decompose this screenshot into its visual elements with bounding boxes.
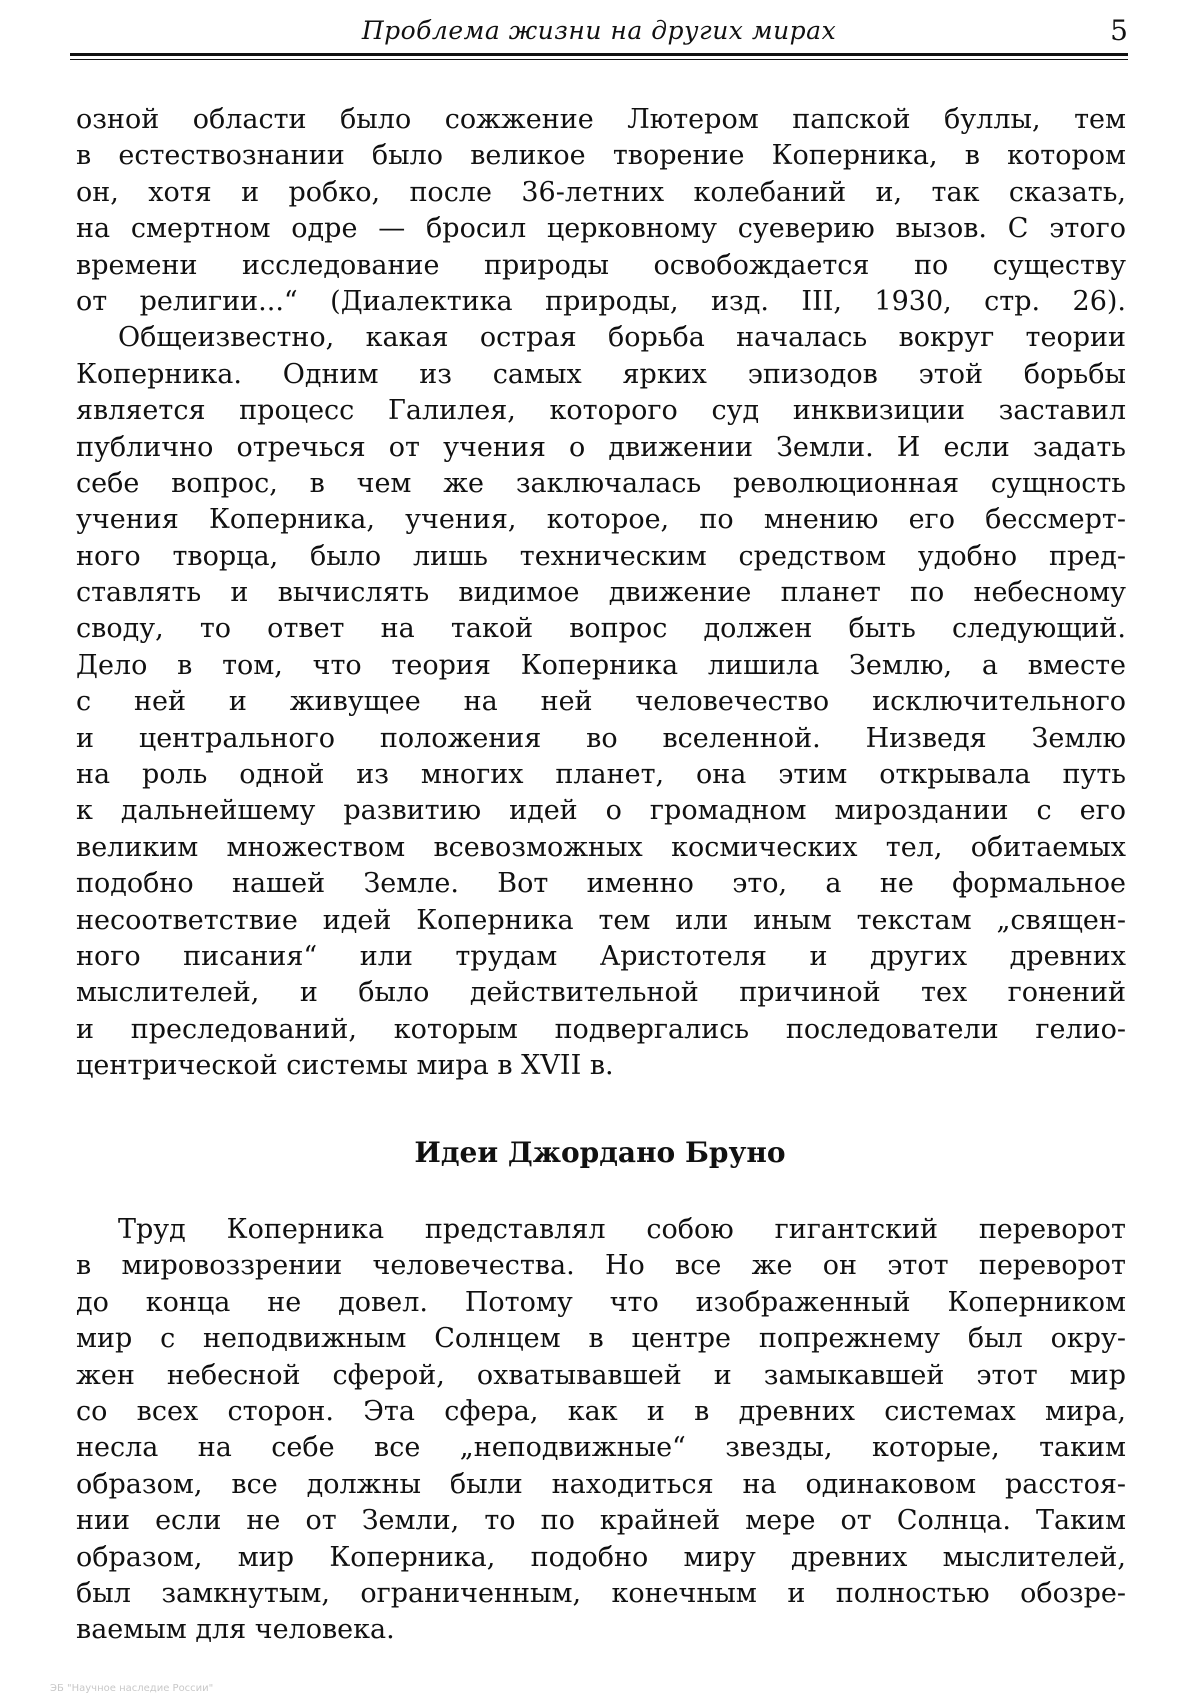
header-rule-thin [70, 59, 1128, 60]
text-line: он, хотя и робко, после 36-летних колебаний и, так сказать, [76, 176, 1126, 208]
text-line: ного писания“ или трудам Аристотеля и других древних [76, 940, 1126, 972]
text-line: и центрального положения во вселенной. Низведя Землю [76, 722, 1126, 754]
text-line: до конца не довел. Потому что изображенный Коперником [76, 1286, 1126, 1318]
text-line: от религии...“ (Диалектика природы, изд. III, 1930, стр. 26). [76, 285, 1126, 317]
text-line: подобно нашей Земле. Вот именно это, а не формальное [76, 868, 1126, 900]
running-title: Проблема жизни на других мирах [361, 16, 837, 45]
header-rule-thick [70, 53, 1128, 56]
text-line: центрической системы мира в XVII в. [76, 1050, 614, 1082]
text-line: озной области было сожжение Лютером папской буллы, тем [76, 104, 1126, 135]
page-number: 5 [1110, 14, 1128, 47]
text-line: в мировоззрении человечества. Но все же он этот переворот [76, 1250, 1126, 1282]
text-line: публично отречься от учения о движении Земли. И если задать [76, 431, 1126, 463]
text-line: ставлять и вычислять видимое движение планет по небесному [76, 577, 1126, 609]
text-line: мыслителей, и было действительной причиной тех гонений [76, 977, 1126, 1009]
text-line: на роль одной из многих планет, она этим открывала путь [76, 759, 1126, 791]
text-line: несла на себе все „неподвижные“ звезды, которые, таким [76, 1432, 1126, 1464]
text-line: мир с неподвижным Солнцем в центре попрежнему был окру- [76, 1323, 1126, 1355]
text-line: в естествознании было великое творение Коперника, в котором [76, 140, 1126, 172]
text-line: учения Коперника, учения, которое, по мнению его бессмерт- [76, 504, 1126, 536]
text-line: с ней и живущее на ней человечество исключительного [76, 686, 1126, 718]
text-line: Труд Коперника представлял собою гигантский переворот [118, 1214, 1126, 1245]
text-line: времени исследование природы освобождается по существу [76, 249, 1126, 281]
text-line: ного творца, было лишь техническим средством удобно пред- [76, 540, 1126, 572]
text-line: несоответствие идей Коперника тем или иным текстам „священ- [76, 904, 1126, 936]
text-line: великим множеством всевозможных космических тел, обитаемых [76, 831, 1126, 863]
text-line: жен небесной сферой, охватывавшей и замыкавшей этот мир [76, 1359, 1126, 1391]
body-text-top [76, 102, 1126, 1085]
text-line: Дело в том, что теория Коперника лишила Землю, а вместе [76, 649, 1126, 681]
paragraph-2 [76, 320, 1126, 1084]
text-line: нии если не от Земли, то по крайней мере от Солнца. Таким [76, 1505, 1126, 1537]
text-line: своду, то ответ на такой вопрос должен быть следующий. [76, 613, 1126, 645]
section-heading: Идеи Джордано Бруно [414, 1136, 786, 1169]
text-line: со всех сторон. Эта сфера, как и в древних системах мира, [76, 1395, 1126, 1427]
text-line: ваемым для человека. [76, 1614, 395, 1646]
text-line: образом, все должны были находиться на одинаковом расстоя- [76, 1468, 1126, 1500]
paragraph-3 [76, 1212, 1126, 1649]
paragraph-1 [76, 102, 1126, 320]
text-line: Коперника. Одним из самых ярких эпизодов этой борьбы [76, 358, 1126, 390]
running-header [70, 12, 1128, 52]
library-watermark: ЭБ "Научное наследие России" [50, 1683, 214, 1694]
text-line: является процесс Галилея, которого суд инквизиции заставил [76, 395, 1126, 427]
text-line: и преследований, которым подвергались последователи гелио- [76, 1013, 1126, 1045]
text-line: себе вопрос, в чем же заключалась революционная сущность [76, 467, 1126, 499]
text-line: на смертном одре — бросил церковному суеверию вызов. С этого [76, 213, 1126, 245]
text-line: был замкнутым, ограниченным, конечным и полностью обозре- [76, 1577, 1126, 1609]
text-line: Общеизвестно, какая острая борьба началась вокруг теории [118, 322, 1126, 354]
body-text-section [76, 1212, 1126, 1649]
text-line: к дальнейшему развитию идей о громадном мироздании с его [76, 795, 1126, 827]
text-line: образом, мир Коперника, подобно миру древних мыслителей, [76, 1541, 1126, 1573]
